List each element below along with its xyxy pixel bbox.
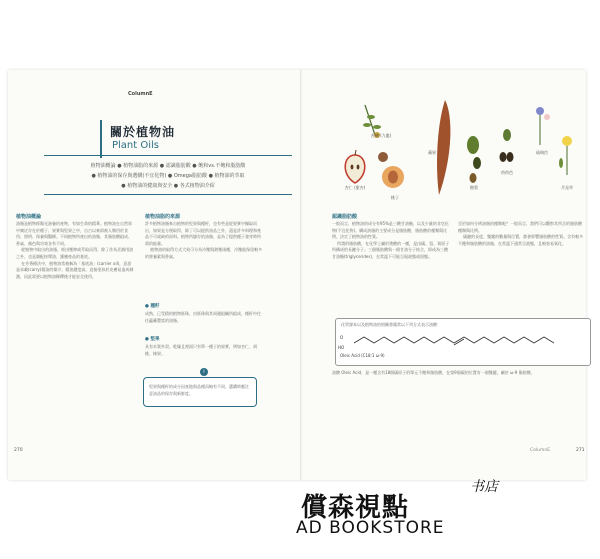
bookstore-watermark-zh: 償森視點 <box>301 493 410 523</box>
section-text-source: 許多植物油脂來自植物的堅果與種籽，也有些是從果實中擷取而出，如果是方便取得，除了可以提供油品之外，還是許多料理和產品不可或缺的原料。植物所儲存的油脂，是為了提供種子發芽時所需的能量。 植物油的取得方式大致可分為冷壓與熱壓兩種，冷壓能保留較多的營養素與香氣。 <box>145 221 263 259</box>
page-number-right: 271 <box>576 448 585 453</box>
plant-label: 月見草 <box>561 185 573 190</box>
plant-label: 荷荷芭 <box>501 170 513 175</box>
text-seed: 成熟、已受精的植物胚珠，由胚珠與其周邊組織所組成，種籽中往往蘊藏豐富的油脂。 <box>145 311 261 323</box>
section-text-overview: 油脂是植物經陽光滋養的產物，有如生命的精華。植物油在自然界中廣泛存在於種子、果實與堅果之中，自古以來即被人類用於食用、照明、保養與醫療。不同植物所產出的油脂，其脂肪酸組成、香氣、顏色與功效各有不同。 從植物中取出的油脂，經由壓榨或萃取而得，除了作為烹調用油之外，也是調配按摩油、護膚產品的基底。 在芳香療法中，植物油常被稱為「基底油」(carrier oil)，意思是承載(carry)精油的媒介。精油濃度高，直接塗抹於皮膚易造成刺激，因此需要以植物油稀釋後才能安全使用。 <box>16 221 134 279</box>
subhead-seed: ● 種籽 <box>145 304 160 309</box>
formula-description: 油酸 Oleic Acid，是一種含有18個碳原子的單元不飽和脂肪酸，在第9個碳的位置有一個雙鍵，屬於 ω-9 脂肪酸。 <box>332 370 535 375</box>
section-text-fatty-acids-cont: 至於如何分辨油脂的種類呢？一般而言，我們可以觀察其所含的脂肪酸種類與比例。 碳鏈的長度、雙鍵的數量與位置，都會影響脂肪酸的性質。含有較多不飽和脂肪酸的油脂，在常溫下通常呈液態，且較容易氧化。 <box>458 221 584 246</box>
topic-list <box>44 155 292 195</box>
section-heading-source: 植物油脂的來源 <box>145 214 181 220</box>
text-nut: 具有木質外殼、乾燥且裡面只有單一種子的果實，例如杏仁、胡桃、榛果。 <box>145 344 257 356</box>
bookstore-watermark-book: 书店 <box>470 479 498 495</box>
section-heading-overview: 植物油概論 <box>16 214 42 220</box>
plant-label: 琉璃苣 <box>536 150 548 155</box>
book-gutter <box>300 70 302 480</box>
plant-label: 蘋果 <box>428 150 436 155</box>
subhead-nut: ● 堅果 <box>145 337 160 342</box>
page-title-en: Plant Oils <box>112 140 160 151</box>
plant-label: 酪梨 <box>470 185 478 190</box>
note-box <box>143 377 257 407</box>
seed-pod-icon <box>437 100 450 195</box>
avocado-icon <box>467 136 481 183</box>
svg-text:O: O <box>340 335 344 340</box>
info-icon: i <box>200 368 208 376</box>
plant-label: 杏仁 (甜杏) <box>344 185 366 190</box>
section-heading-fatty-acids: 認識脂肪酸 <box>332 214 358 220</box>
apple-icon <box>345 150 365 183</box>
column-tag: ColumnE <box>128 91 153 97</box>
title-block <box>100 120 194 158</box>
apricot-icon <box>378 152 404 188</box>
formula-name: Oleic Acid (C18:1 ω-9) <box>340 353 385 358</box>
formula-caption: 化學課本以及植物油的相關書籍常以下列方式表示油酸： <box>341 322 441 327</box>
column-tag-footer: ColumnE <box>530 448 551 453</box>
note-text: 堅果與種籽的成分因產地與品種而略有不同，選購時應注意油品的保存與新鮮度。 <box>149 384 249 396</box>
page-title-zh: 關於植物油 <box>110 125 176 139</box>
bookstore-watermark-en: AD BOOKSTORE <box>296 518 445 538</box>
evening-primrose-icon <box>559 136 572 175</box>
svg-text:HO: HO <box>338 345 345 350</box>
borage-flower-icon <box>536 107 550 145</box>
topic-line: 植物油概論 ● 植物油脂的來源 ● 認識脂肪酸 ● 飽和vs.不飽和脂肪酸 <box>90 163 246 169</box>
page-number-left: 270 <box>14 448 23 453</box>
jojoba-icon <box>500 129 514 162</box>
topic-line: ● 植物油的健康與安全 ● 各式植物油介紹 <box>121 183 215 189</box>
plant-label: 苦楝 (九龍) <box>370 133 392 138</box>
plant-label: 桃子 <box>391 195 399 200</box>
topic-line: ● 植物油的保存與選購(不宜化物) ● Omega脂肪酸 ● 植物油的萃取 <box>91 173 245 179</box>
section-text-fatty-acids: 一般而言，植物油的成分有95%是三酸甘油酯，以及少量的非皂化物(不宜化物)。構成油脂的主要成分是脂肪酸，脂肪酸的種類與比例，決定了植物油的性質。 所謂的脂肪酸，在化學上屬於羧酸的一種，是由碳、氫、氧原子所構成的長鏈分子。三個脂肪酸與一個甘油分子結合，即成為三酸甘油酯(triglycerides)，在常溫下可能呈現液態或固態。 <box>332 221 450 259</box>
formula-box <box>335 318 591 366</box>
oleic-acid-structure-icon <box>338 331 584 353</box>
